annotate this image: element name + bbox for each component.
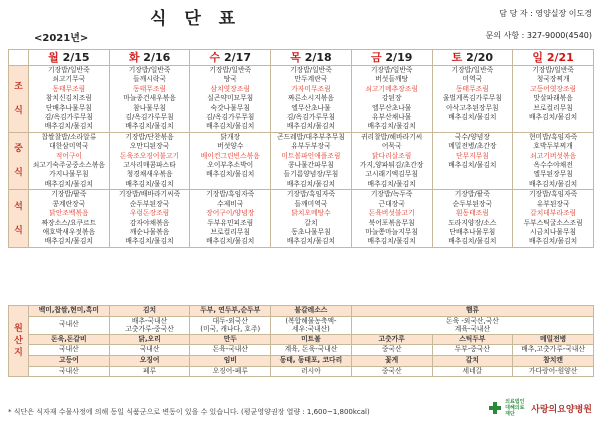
origin-item: 오징어 bbox=[109, 355, 190, 366]
origin-item: 스틱두부 bbox=[432, 334, 513, 345]
menu-item: 아삭고추된장무침 bbox=[446, 103, 499, 112]
menu-item: 고등어엿장조림 bbox=[530, 84, 577, 93]
menu-item: 오만디된장국 bbox=[129, 142, 170, 151]
day-name: 수 bbox=[209, 50, 221, 64]
day-date: 2/15 bbox=[58, 50, 90, 64]
origin-item: 임비 bbox=[190, 355, 271, 366]
menu-item: 돈육조오징어불고기 bbox=[120, 151, 180, 160]
menu-item: 기장밥/흑임자죽 bbox=[528, 190, 578, 199]
origin-item: 김치 bbox=[109, 306, 190, 317]
day-header bbox=[513, 50, 594, 66]
menu-item: 배추김치/물김치 bbox=[125, 179, 174, 188]
menu-cell bbox=[271, 66, 352, 133]
day-header bbox=[271, 50, 352, 66]
menu-item: 청경채새우볶음 bbox=[126, 170, 173, 179]
menu-cell bbox=[29, 132, 110, 189]
menu-item: 감자야채볶음 bbox=[129, 218, 170, 227]
menu-item: 브로컬리무침 bbox=[210, 227, 250, 236]
origin-item: 햄류 bbox=[351, 306, 593, 317]
menu-item: 김/옥김가루무침 bbox=[44, 113, 93, 122]
origin-item: 돈육,돈갈비 bbox=[29, 334, 110, 345]
menu-item: 배추김치/물김치 bbox=[528, 237, 578, 246]
day-name: 토 bbox=[451, 50, 463, 64]
origin-item: 두부, 연두부,순두부 bbox=[190, 306, 271, 317]
origin-label: 원 산 지 bbox=[9, 306, 29, 377]
day-header bbox=[351, 50, 432, 66]
menu-item: 도라지양장/소스 bbox=[448, 218, 497, 227]
day-date: 2/16 bbox=[139, 50, 171, 64]
day-date: 2/18 bbox=[300, 50, 332, 64]
menu-item: 순두부된장국 bbox=[452, 199, 493, 208]
menu-item: 애호박새우젓볶음 bbox=[42, 227, 96, 236]
menu-item: 기장밥/일반죽 bbox=[209, 66, 252, 74]
menu-item: 배추김치/물김치 bbox=[367, 179, 416, 188]
menu-item: 엘무된장무침 bbox=[533, 170, 573, 179]
meal-row bbox=[9, 190, 594, 247]
origin-value: 돈육-국내산 bbox=[190, 345, 271, 356]
meal-label: 중 식 bbox=[9, 132, 29, 189]
day-header bbox=[190, 50, 271, 66]
menu-item: 고시래기엑김무침 bbox=[365, 170, 418, 179]
menu-item: 찹쌀찰밥/소라알류 bbox=[41, 132, 97, 141]
origin-value: 배추-국내산 고춧가루-중국산 bbox=[109, 316, 190, 334]
origin-value: 국내산 bbox=[29, 316, 110, 334]
manager-info: 담 당 자 : 영양실장 이도경 bbox=[499, 9, 592, 18]
menu-item: 콩나물간파무침 bbox=[287, 161, 334, 170]
menu-item: 마늘종건새우볶음 bbox=[123, 94, 176, 103]
menu-item: 베이컨그린빈스볶음 bbox=[200, 151, 260, 160]
menu-item: 기장밥/단찬볶음 bbox=[125, 132, 174, 141]
menu-item: 돈육버섯불고기 bbox=[368, 209, 415, 218]
menu-item: 두부유민피조림 bbox=[207, 218, 254, 227]
menu-item: 미역국 bbox=[462, 75, 483, 84]
menu-item: 동태무조림 bbox=[455, 84, 489, 93]
day-name: 화 bbox=[128, 50, 140, 64]
menu-item: 배추김치/물김치 bbox=[286, 122, 336, 131]
menu-item: 유부산채나물 bbox=[371, 113, 412, 122]
menu-item: 닭개장 bbox=[220, 132, 241, 141]
menu-item: 동태무조림 bbox=[52, 84, 86, 93]
menu-cell bbox=[432, 132, 513, 189]
menu-item: 두부스틱굴소스조림 bbox=[523, 218, 583, 227]
menu-cell bbox=[351, 66, 432, 133]
origin-item: 불갈레소스 bbox=[271, 306, 352, 317]
day-name: 월 bbox=[48, 50, 59, 64]
origin-value: 오징어-페루 bbox=[190, 366, 271, 377]
menu-item: 맛살파래볶음 bbox=[533, 94, 573, 103]
day-header-row bbox=[9, 50, 594, 66]
menu-item: 귀리찰밥/해바라기씨 bbox=[360, 132, 423, 141]
menu-item: 배추김치/물김치 bbox=[367, 122, 416, 131]
logo-subtext: 의료법인 대혜의료재단 bbox=[505, 399, 525, 417]
origin-value: 대두-외국산 (미국, 캐나다, 호주) bbox=[190, 316, 271, 334]
menu-item: 들깨미역국 bbox=[294, 199, 328, 208]
menu-item: 메밀전병/초간장 bbox=[448, 142, 497, 151]
menu-item: 배추김치/물김치 bbox=[44, 237, 93, 246]
menu-item: 기장밥/일반죽 bbox=[290, 66, 332, 74]
menu-item: 가자미무조림 bbox=[291, 84, 331, 93]
menu-item: 어묵국 bbox=[381, 142, 402, 151]
menu-item: 닭다리살조림 bbox=[371, 151, 412, 160]
origin-row bbox=[9, 316, 594, 334]
menu-item: 미트볼파인애플조림 bbox=[281, 151, 341, 160]
menu-cell bbox=[190, 132, 271, 189]
day-date: 2/19 bbox=[381, 50, 413, 64]
menu-item: 기장밥/배바라기씨죽 bbox=[118, 190, 181, 199]
menu-item: 배추김치/물김치 bbox=[125, 122, 174, 131]
day-name: 일 bbox=[532, 50, 544, 64]
menu-item: 탕국 bbox=[223, 75, 237, 84]
menu-item: 쇠고기무국 bbox=[52, 75, 86, 84]
footnote: * 식단은 식자재 수물사정에 의해 동일 식품군으로 변동이 있을 수 있습니다. (평균영양권장 열량 : 1,600~1,800kcal) bbox=[8, 408, 370, 416]
menu-cell bbox=[351, 132, 432, 189]
menu-item: 쇠고기버섯볶음 bbox=[530, 151, 577, 160]
menu-item: 대한삼미역국 bbox=[49, 142, 89, 151]
menu-item: 적어구이 bbox=[55, 151, 82, 160]
menu-item: 단무지무침 bbox=[455, 151, 489, 160]
menu-item: 기장밥/일반죽 bbox=[532, 66, 574, 74]
menu-item: 근대장국 bbox=[378, 199, 405, 208]
menu-cell bbox=[271, 190, 352, 247]
menu-item: 수제비국 bbox=[217, 199, 244, 208]
menu-item: 배추김치/물김치 bbox=[44, 179, 93, 188]
menu-item: 흰동태조림 bbox=[455, 209, 489, 218]
menu-item: 동태무조림 bbox=[133, 84, 166, 93]
origin-row bbox=[9, 345, 594, 356]
origin-value: 돈육 -외국산,국산 계육-국내산 bbox=[351, 316, 593, 334]
origin-value: 가다랑어-원양산 bbox=[513, 366, 594, 377]
menu-item: 기장밥/팥죽 bbox=[51, 190, 87, 199]
day-date: 2/17 bbox=[220, 50, 251, 64]
menu-cell bbox=[432, 190, 513, 247]
menu-cell bbox=[271, 132, 352, 189]
menu-item: 기장밥/녹두죽 bbox=[370, 190, 413, 199]
menu-item: 가지나물무침 bbox=[49, 170, 89, 179]
menu-item: 배추김치/물김치 bbox=[206, 237, 255, 246]
origin-value: 세네갈 bbox=[432, 366, 513, 377]
menu-item: 닭안조백볶음 bbox=[49, 209, 89, 218]
menu-item: 배추김치/물김치 bbox=[448, 161, 497, 170]
menu-item bbox=[433, 180, 513, 189]
menu-item: 김/옥김가루무침 bbox=[286, 113, 336, 122]
menu-item: 가지,양파튀김/초간장 bbox=[359, 161, 424, 170]
menu-item: 기장밥/일반죽 bbox=[48, 66, 90, 74]
origin-item: 만두 bbox=[190, 334, 271, 345]
menu-item: 배추김치/물김치 bbox=[528, 179, 578, 188]
menu-cell bbox=[513, 190, 594, 247]
origin-item: 메밀전병 bbox=[513, 334, 594, 345]
menu-item: 유부된장국 bbox=[536, 199, 570, 208]
menu-item: 현미밥/흑임자죽 bbox=[528, 132, 578, 141]
menu-item: 배추김치/물김치 bbox=[125, 237, 174, 246]
day-name: 금 bbox=[370, 50, 382, 64]
origin-row bbox=[9, 355, 594, 366]
menu-cell bbox=[29, 66, 110, 133]
day-header bbox=[432, 50, 513, 66]
menu-item: 들기름양념장/무침 bbox=[283, 170, 339, 179]
menu-item: 갈치데부라조림 bbox=[530, 209, 577, 218]
menu-item: 숙갓나물무침 bbox=[210, 103, 250, 112]
menu-cell bbox=[109, 132, 190, 189]
origin-value: (복합해물농축액- 세우:국내산) bbox=[271, 316, 352, 334]
menu-item: 삼치엿장조림 bbox=[210, 84, 250, 93]
origin-value: 러시아 bbox=[271, 366, 352, 377]
menu-item: 호박두부찌개 bbox=[533, 142, 573, 151]
menu-cell bbox=[513, 66, 594, 133]
origin-row bbox=[9, 306, 594, 317]
menu-cell bbox=[513, 132, 594, 189]
origin-value: 국내산 bbox=[109, 345, 190, 356]
day-date: 2/21 bbox=[543, 50, 574, 64]
menu-item: 유부두부장국 bbox=[291, 142, 331, 151]
contact-info: 문의 사항 : 327-9000(4540) bbox=[485, 31, 592, 40]
meal-label: 석 식 bbox=[9, 190, 29, 247]
menu-item: 콩계란장국 bbox=[52, 199, 86, 208]
menu-cell bbox=[351, 190, 432, 247]
menu-item: 짜장소스/요쿠르트 bbox=[41, 218, 97, 227]
menu-item bbox=[433, 170, 513, 179]
menu-item: 기장밥/일반죽 bbox=[451, 66, 494, 74]
menu-cell bbox=[29, 190, 110, 247]
origin-value: 중국산 bbox=[351, 366, 432, 377]
menu-item: 브로컬리무침 bbox=[533, 103, 573, 112]
menu-item: 김/옥김가루무침 bbox=[206, 113, 255, 122]
menu-item: 버섯들깨탕 bbox=[375, 75, 409, 84]
menu-item: 배추김치/물김치 bbox=[206, 122, 255, 131]
menu-item bbox=[513, 122, 593, 131]
menu-item: 단배추나물무침 bbox=[45, 103, 92, 112]
day-name: 목 bbox=[290, 50, 301, 64]
menu-item: 청국장찌개 bbox=[536, 75, 570, 84]
meal-label: 조 식 bbox=[9, 66, 29, 133]
menu-item: 만두계란국 bbox=[294, 75, 328, 84]
origin-value: 두부-중국산 bbox=[432, 345, 513, 356]
day-date: 2/20 bbox=[462, 50, 494, 64]
menu-item: 북어포볶음무침 bbox=[368, 218, 415, 227]
origin-item: 동태, 동태포, 코다리 bbox=[271, 355, 352, 366]
menu-item: 오이부추소박이 bbox=[207, 161, 254, 170]
menu-item: 기장밥/일반죽 bbox=[128, 66, 171, 74]
origin-value: 페루 bbox=[109, 366, 190, 377]
menu-item: 배추김치/물김치 bbox=[44, 122, 93, 131]
menu-item: 기장밥/흑임자죽 bbox=[286, 190, 336, 199]
menu-item: 갈치 bbox=[304, 218, 318, 227]
menu-item bbox=[190, 180, 270, 189]
menu-item: 우렁돈장조림 bbox=[129, 209, 170, 218]
menu-item: 배추김치/물김치 bbox=[206, 170, 255, 179]
menu-item: 엘무산초나물 bbox=[371, 103, 412, 112]
origin-value: 국내산 bbox=[29, 345, 110, 356]
menu-item: 배추김치/물김치 bbox=[448, 237, 497, 246]
corner-cell bbox=[9, 50, 29, 66]
menu-item: 단배추나물무침 bbox=[449, 227, 496, 236]
origin-item: 닭,오리 bbox=[109, 334, 190, 345]
menu-item: 강된장 bbox=[381, 94, 402, 103]
menu-item: 시금치나물무침 bbox=[530, 227, 577, 236]
menu-item: 들깨시락국 bbox=[133, 75, 166, 84]
origin-item: 백미,찹쌀,현미,흑미 bbox=[29, 306, 110, 317]
menu-item: 쇠고기숙주궁중소스볶음 bbox=[32, 161, 105, 170]
menu-item: 쇠고기메추장조림 bbox=[365, 84, 418, 93]
menu-cell bbox=[432, 66, 513, 133]
menu-item: 배추김치/물김치 bbox=[286, 179, 336, 188]
menu-item: 배추김치/물김치 bbox=[367, 237, 416, 246]
menu-cell bbox=[109, 66, 190, 133]
menu-item: 배추김치/물김치 bbox=[528, 113, 578, 122]
menu-item: 깨순나물볶음 bbox=[129, 227, 170, 236]
meal-row bbox=[9, 66, 594, 133]
menu-cell bbox=[190, 190, 271, 247]
meal-row bbox=[9, 132, 594, 189]
menu-item: 실곤약미묘무침 bbox=[207, 94, 254, 103]
menu-item: 기장밥/흑임자죽 bbox=[206, 190, 255, 199]
menu-item: 순두부된장국 bbox=[129, 199, 170, 208]
cross-icon bbox=[489, 402, 501, 414]
menu-item: 옥수수야채전 bbox=[533, 161, 573, 170]
menu-item: 장어구이/양념장 bbox=[206, 209, 255, 218]
menu-item: 곤드레밥/대추부추무침 bbox=[276, 132, 345, 141]
menu-item: 참나물무침 bbox=[133, 103, 166, 112]
menu-item: 김/옥김가루무침 bbox=[125, 113, 174, 122]
origin-item: 미트볼 bbox=[271, 334, 352, 345]
menu-cell bbox=[190, 66, 271, 133]
origin-row bbox=[9, 334, 594, 345]
year-label: <2021년> bbox=[34, 33, 89, 44]
origin-item: 참치캔 bbox=[513, 355, 594, 366]
menu-item: 닭치오메탕수 bbox=[291, 209, 331, 218]
origin-row bbox=[9, 366, 594, 377]
menu-item: 배추김치/물김치 bbox=[286, 237, 336, 246]
menu-item: 울벌게폭김가루무침 bbox=[442, 94, 502, 103]
menu-item: 엘무산초나물 bbox=[291, 103, 331, 112]
menu-item: 버섯양수 bbox=[217, 142, 244, 151]
day-header bbox=[109, 50, 190, 66]
menu-item: 기장밥/일반죽 bbox=[370, 66, 413, 74]
origin-item: 고등어 bbox=[29, 355, 110, 366]
menu-item: 참치신김치조림 bbox=[45, 94, 92, 103]
origin-table bbox=[8, 305, 594, 377]
page-title: 식 단 표 bbox=[150, 9, 242, 29]
day-header bbox=[29, 50, 110, 66]
menu-item bbox=[433, 122, 513, 131]
menu-item: 짜른소시지볶음 bbox=[287, 94, 334, 103]
origin-value: 중국산 bbox=[351, 345, 432, 356]
origin-item: 갈치 bbox=[432, 355, 513, 366]
origin-value: 계육, 돈육-국내산 bbox=[271, 345, 352, 356]
hospital-logo bbox=[489, 399, 592, 417]
menu-item: 동초나물무침 bbox=[291, 227, 331, 236]
origin-item: 고춧가루 bbox=[351, 334, 432, 345]
menu-item: 기장밥/팥죽 bbox=[454, 190, 490, 199]
origin-value: 배추,고춧가루-국내산 bbox=[513, 345, 594, 356]
menu-item: 배추김치/물김치 bbox=[448, 113, 497, 122]
menu-table bbox=[8, 49, 594, 248]
menu-item: 마늘쫑마늘지무침 bbox=[365, 227, 418, 236]
menu-item: 고사리매콤파스타 bbox=[123, 161, 176, 170]
menu-cell bbox=[109, 190, 190, 247]
menu-item: 국수/양념장 bbox=[454, 132, 490, 141]
origin-item: 꽃게 bbox=[351, 355, 432, 366]
logo-name: 사랑의요양병원 bbox=[531, 404, 592, 415]
origin-value: 국내산 bbox=[29, 366, 110, 377]
